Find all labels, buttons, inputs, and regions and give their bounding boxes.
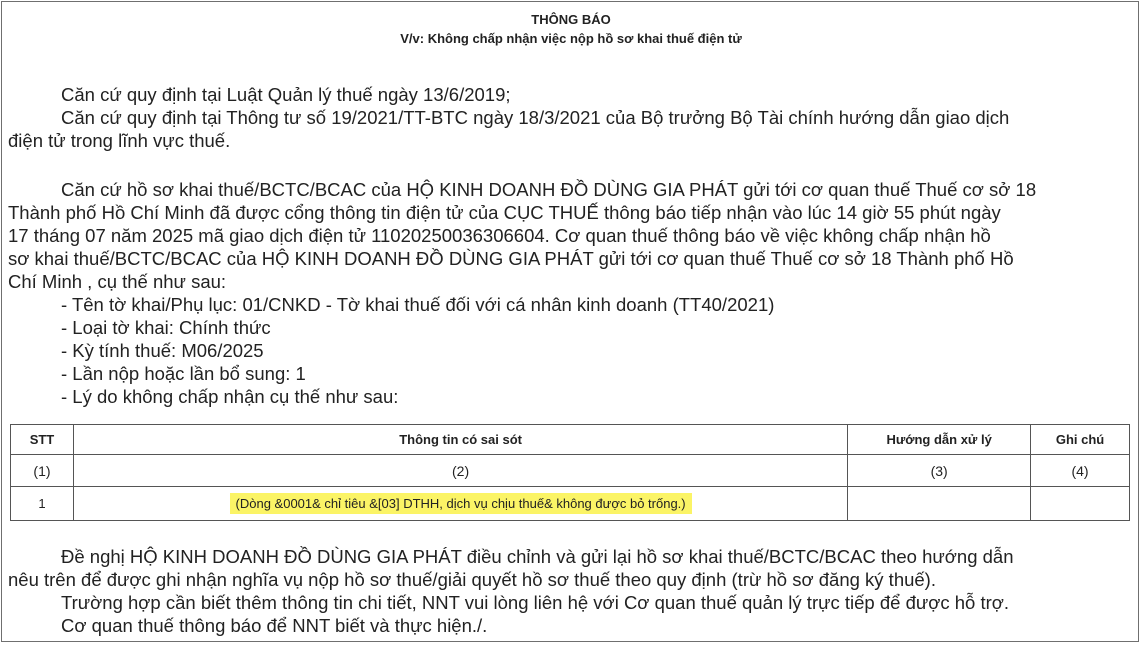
list-item: - Loại tờ khai: Chính thức [61, 317, 271, 338]
header-error-info: Thông tin có sai sót [73, 425, 847, 455]
notice-subject: V/v: Không chấp nhận việc nộp hồ sơ khai thuế điện tử [400, 31, 742, 46]
notice-title: THÔNG BÁO [531, 12, 611, 27]
highlighted-error-text: (Dòng &0001& chỉ tiêu &[03] DTHH, dịch vụ chịu thuế& không được bỏ trống.) [230, 493, 692, 514]
filing-basis-paragraph [8, 178, 1136, 408]
legal-basis-paragraph [8, 83, 1136, 152]
table-header-row [11, 425, 1130, 455]
closing-line-3: Trường hợp cần biết thêm thông tin chi tiết, NNT vui lòng liên hệ với Cơ quan thuế quản lý trực tiếp để được hỗ trợ. [61, 592, 1010, 613]
filing-line-2: Thành phố Hồ Chí Minh đã được cổng thông tin điện tử của CỤC THUẾ thông báo tiếp nhận vào lúc 14 giờ 55 phút ngày [8, 202, 1001, 223]
list-item: - Tên tờ khai/Phụ lục: 01/CNKD - Tờ khai thuế đối với cá nhân kinh doanh (TT40/2021) [61, 294, 775, 315]
basis-circular-line-cont: điện tử trong lĩnh vực thuế. [8, 130, 231, 151]
basis-law-line: Căn cứ quy định tại Luật Quản lý thuế ngày 13/6/2019; [61, 84, 511, 105]
filing-details-list [8, 293, 1136, 408]
numbering-cell: (4) [1031, 455, 1130, 487]
row-stt-cell: 1 [11, 487, 74, 521]
table-numbering-row [11, 455, 1130, 487]
table-row [11, 487, 1130, 521]
numbering-cell: (2) [73, 455, 847, 487]
header-stt: STT [11, 425, 74, 455]
numbering-cell: (1) [11, 455, 74, 487]
list-item: - Lý do không chấp nhận cụ thế như sau: [61, 386, 399, 407]
closing-line-4: Cơ quan thuế thông báo để NNT biết và thực hiện./. [61, 615, 488, 636]
closing-paragraph [8, 545, 1136, 637]
row-error-info-cell [73, 487, 847, 521]
numbering-cell: (3) [848, 455, 1031, 487]
rejection-reasons-table [10, 424, 1130, 521]
filing-line-5: Chí Minh , cụ thế như sau: [8, 271, 227, 292]
filing-line-1: Căn cứ hồ sơ khai thuế/BCTC/BCAC của HỘ KINH DOANH ĐỒ DÙNG GIA PHÁT gửi tới cơ quan thuế Thuế cơ sở 18 [61, 179, 1037, 200]
row-note-cell [1031, 487, 1130, 521]
closing-line-1: Đề nghị HỘ KINH DOANH ĐỒ DÙNG GIA PHÁT điều chỉnh và gửi lại hồ sơ khai thuế/BCTC/BCAC theo hướng dẫn [61, 546, 1014, 567]
closing-line-2: nêu trên để được ghi nhận nghĩa vụ nộp hồ sơ thuế/giải quyết hồ sơ thuế theo quy định (trừ hồ sơ đăng ký thuế). [8, 569, 936, 590]
filing-line-3: 17 tháng 07 năm 2025 mã giao dịch điện tử 11020250036306604. Cơ quan thuế thông báo về việc không chấp nhận hồ [8, 225, 991, 246]
list-item: - Kỳ tính thuế: M06/2025 [61, 340, 264, 361]
row-guidance-cell [848, 487, 1031, 521]
header-guidance: Hướng dẫn xử lý [848, 425, 1031, 455]
list-item: - Lần nộp hoặc lần bổ sung: 1 [61, 363, 306, 384]
header-note: Ghi chú [1031, 425, 1130, 455]
filing-line-4: sơ khai thuế/BCTC/BCAC của HỘ KINH DOANH ĐỒ DÙNG GIA PHÁT gửi tới cơ quan thuế Thuế cơ sở 18 Thành phố Hồ [8, 248, 1014, 269]
basis-circular-line: Căn cứ quy định tại Thông tư số 19/2021/TT-BTC ngày 18/3/2021 của Bộ trưởng Bộ Tài chính hướng dẫn giao dịch [61, 107, 1010, 128]
